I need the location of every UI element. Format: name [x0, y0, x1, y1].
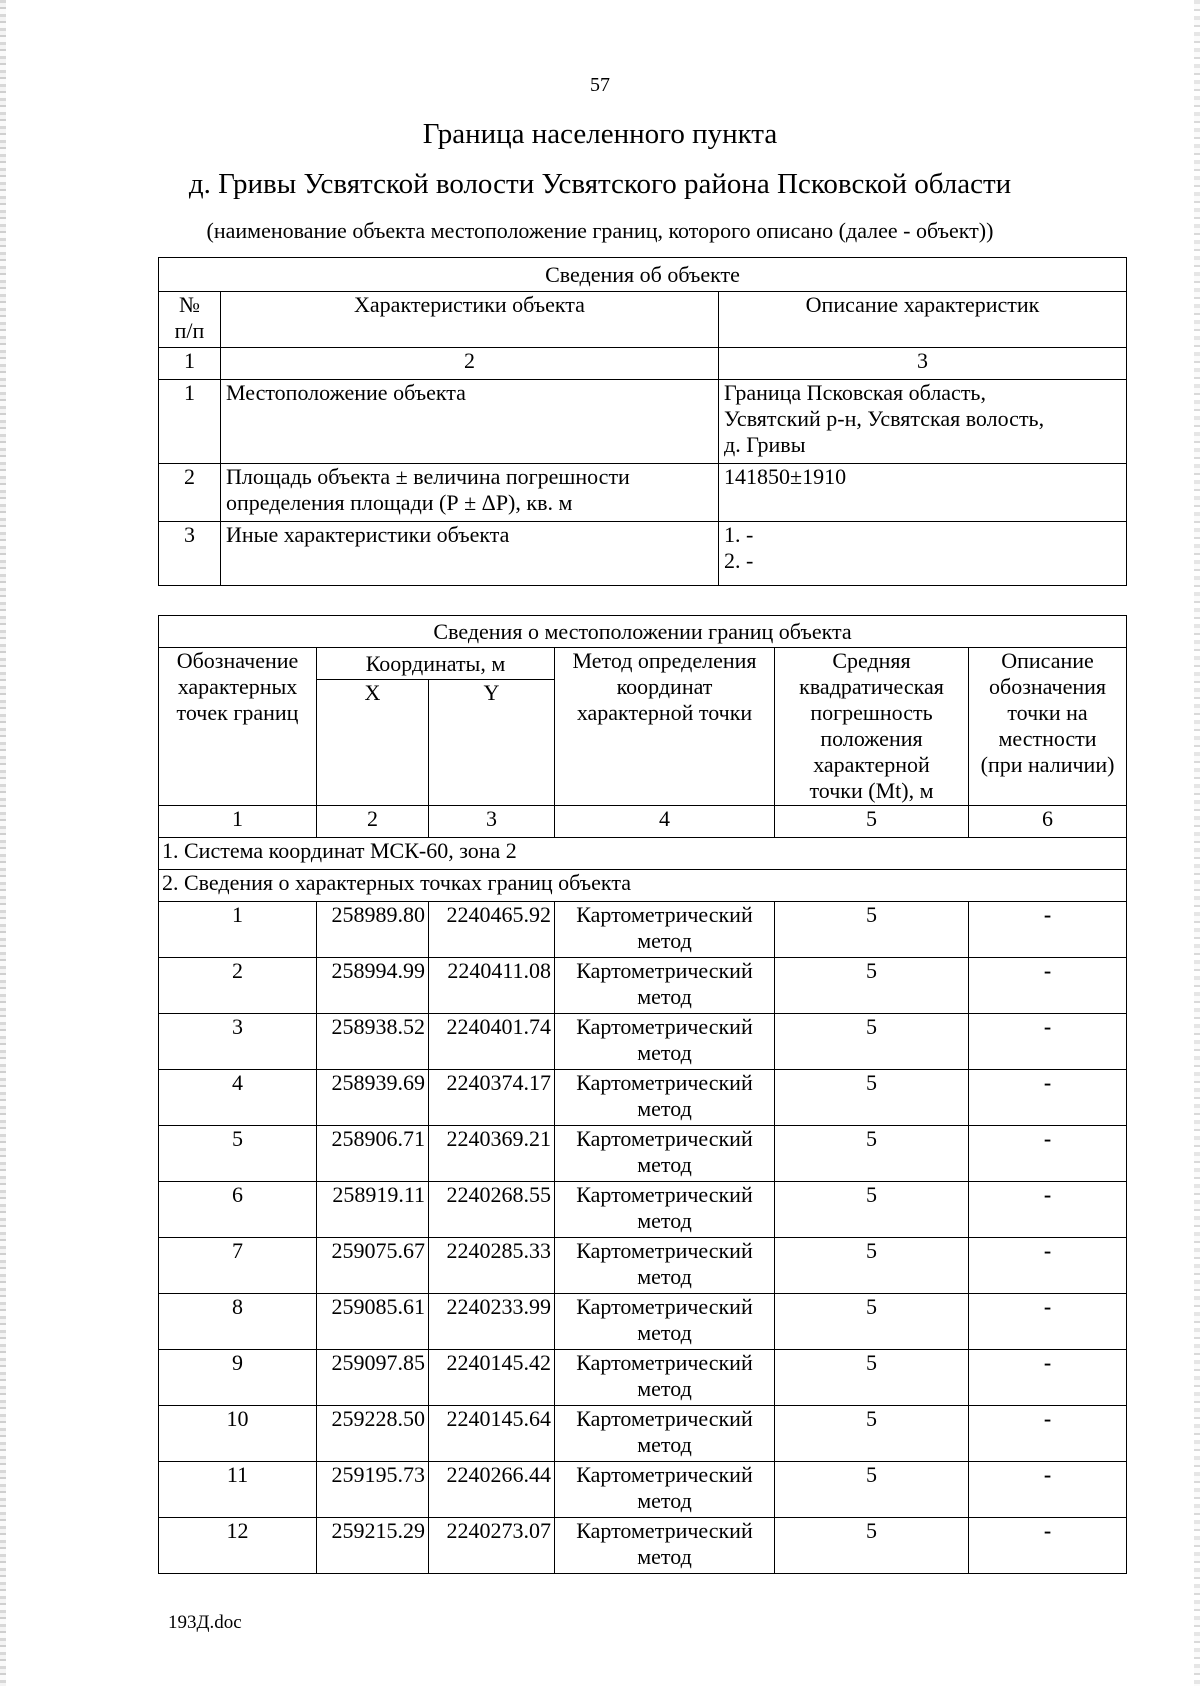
table-row [159, 1518, 1127, 1574]
point-x: 258938.52 [317, 1014, 429, 1070]
header-method [555, 648, 775, 806]
method-line: метод [637, 1208, 692, 1233]
row-characteristic [221, 464, 719, 522]
row-characteristic: Иные характеристики объекта [221, 522, 719, 586]
method-line: Картометрический [576, 1238, 753, 1263]
point-y: 2240401.74 [429, 1014, 555, 1070]
point-desc: - [969, 1238, 1127, 1294]
point-y: 2240233.99 [429, 1294, 555, 1350]
method-line: метод [637, 1488, 692, 1513]
point-mt: 5 [775, 1518, 969, 1574]
method-line: Картометрический [576, 1406, 753, 1431]
point-desc: - [969, 1182, 1127, 1238]
point-mt: 5 [775, 1126, 969, 1182]
header-error [775, 648, 969, 806]
method-line: Картометрический [576, 902, 753, 927]
description-line: 2. - [724, 548, 754, 573]
point-x: 258939.69 [317, 1070, 429, 1126]
method-line: Картометрический [576, 1182, 753, 1207]
header-line: обозначения [989, 674, 1107, 699]
method-line: метод [637, 1544, 692, 1569]
point-x: 259195.73 [317, 1462, 429, 1518]
col-number: 5 [775, 806, 969, 838]
points-body [159, 902, 1127, 1574]
point-id: 3 [159, 1014, 317, 1070]
header-line: местности [998, 726, 1097, 751]
table-row [159, 1462, 1127, 1518]
header-designation [159, 648, 317, 806]
method-line: Картометрический [576, 1294, 753, 1319]
method-line: метод [637, 1432, 692, 1457]
method-line: метод [637, 928, 692, 953]
point-mt: 5 [775, 902, 969, 958]
description-line: Граница Псковская область, [724, 380, 986, 405]
point-mt: 5 [775, 1406, 969, 1462]
point-desc: - [969, 902, 1127, 958]
point-x: 259097.85 [317, 1350, 429, 1406]
col-number: 1 [159, 348, 221, 380]
point-mt: 5 [775, 1462, 969, 1518]
point-x: 259075.67 [317, 1238, 429, 1294]
header-characteristics: Характеристики объекта [221, 292, 719, 348]
point-desc: - [969, 1462, 1127, 1518]
point-x: 259215.29 [317, 1518, 429, 1574]
point-y: 2240411.08 [429, 958, 555, 1014]
table-row [159, 1014, 1127, 1070]
header-line: характерной точки [576, 700, 753, 725]
col-number: 2 [221, 348, 719, 380]
characteristic-line: Площадь объекта ± величина погрешности [226, 464, 630, 489]
header-line: (при наличии) [980, 752, 1115, 777]
point-method [555, 1518, 775, 1574]
point-id: 7 [159, 1238, 317, 1294]
point-method [555, 1126, 775, 1182]
header-line: квадратическая [799, 674, 944, 699]
point-x: 258989.80 [317, 902, 429, 958]
header-line: точки (Mt), м [809, 778, 934, 803]
point-id: 12 [159, 1518, 317, 1574]
header-line: погрешность [810, 700, 933, 725]
method-line: Картометрический [576, 1070, 753, 1095]
row-description: 141850±1910 [719, 464, 1127, 522]
row-num: 2 [159, 464, 221, 522]
point-y: 2240465.92 [429, 902, 555, 958]
point-id: 11 [159, 1462, 317, 1518]
method-line: метод [637, 984, 692, 1009]
point-mt: 5 [775, 1294, 969, 1350]
point-id: 8 [159, 1294, 317, 1350]
header-line: Описание [1001, 648, 1094, 673]
point-x: 259085.61 [317, 1294, 429, 1350]
point-mt: 5 [775, 1350, 969, 1406]
header-line: Средняя [832, 648, 911, 673]
point-x: 258906.71 [317, 1126, 429, 1182]
header-x: X [317, 680, 429, 806]
header-y: Y [429, 680, 555, 806]
description-line: 1. - [724, 522, 754, 547]
header-num [159, 292, 221, 348]
document-title: Граница населенного пункта [422, 118, 778, 150]
point-id: 2 [159, 958, 317, 1014]
point-method [555, 958, 775, 1014]
header-num-line1: № [179, 292, 200, 317]
method-line: метод [637, 1376, 692, 1401]
point-method [555, 1350, 775, 1406]
point-id: 5 [159, 1126, 317, 1182]
point-y: 2240266.44 [429, 1462, 555, 1518]
point-x: 258919.11 [317, 1182, 429, 1238]
description-line: д. Гривы [724, 432, 806, 457]
header-line: характерной [813, 752, 930, 777]
point-y: 2240285.33 [429, 1238, 555, 1294]
table-row [159, 958, 1127, 1014]
col-number: 2 [317, 806, 429, 838]
point-mt: 5 [775, 1070, 969, 1126]
method-line: метод [637, 1040, 692, 1065]
point-y: 2240145.64 [429, 1406, 555, 1462]
table-row [159, 902, 1127, 958]
method-line: Картометрический [576, 1518, 753, 1543]
point-mt: 5 [775, 1014, 969, 1070]
point-mt: 5 [775, 1182, 969, 1238]
document-object-name: д. Гривы Усвятской волости Усвятского района Псковской области [188, 168, 1012, 200]
row-characteristic: Местоположение объекта [221, 380, 719, 464]
method-line: Картометрический [576, 1350, 753, 1375]
footer-filename: 193Д.doc [168, 1612, 242, 1633]
point-y: 2240374.17 [429, 1070, 555, 1126]
scan-edge-left [0, 0, 6, 1686]
header-num-line2: п/п [174, 318, 205, 343]
method-line: метод [637, 1320, 692, 1345]
table-row [159, 1350, 1127, 1406]
point-desc: - [969, 1126, 1127, 1182]
table-row [159, 1406, 1127, 1462]
table-row [159, 1182, 1127, 1238]
method-line: метод [637, 1096, 692, 1121]
point-desc: - [969, 1294, 1127, 1350]
point-method [555, 1294, 775, 1350]
section-coordinate-system: 1. Система координат МСК-60, зона 2 [159, 838, 1127, 870]
col-number: 6 [969, 806, 1127, 838]
point-id: 4 [159, 1070, 317, 1126]
point-id: 6 [159, 1182, 317, 1238]
point-desc: - [969, 1014, 1127, 1070]
header-line: Метод определения [572, 648, 757, 673]
scan-edge-right [1194, 0, 1200, 1686]
point-method [555, 902, 775, 958]
point-desc: - [969, 1406, 1127, 1462]
row-num: 1 [159, 380, 221, 464]
point-mt: 5 [775, 1238, 969, 1294]
method-line: Картометрический [576, 958, 753, 983]
point-y: 2240268.55 [429, 1182, 555, 1238]
point-method [555, 1070, 775, 1126]
section-points: 2. Сведения о характерных точках границ объекта [159, 870, 1127, 902]
point-id: 1 [159, 902, 317, 958]
point-desc: - [969, 1070, 1127, 1126]
point-x: 259228.50 [317, 1406, 429, 1462]
header-description: Описание характеристик [719, 292, 1127, 348]
point-method [555, 1014, 775, 1070]
point-desc: - [969, 1518, 1127, 1574]
row-description [719, 522, 1127, 586]
header-line: точек границ [176, 700, 299, 725]
col-number: 3 [429, 806, 555, 838]
point-desc: - [969, 958, 1127, 1014]
page-number: 57 [590, 74, 610, 96]
header-line: положения [820, 726, 923, 751]
point-method [555, 1238, 775, 1294]
method-line: метод [637, 1152, 692, 1177]
point-y: 2240369.21 [429, 1126, 555, 1182]
header-line: Обозначение [176, 648, 299, 673]
row-num: 3 [159, 522, 221, 586]
header-line: характерных [177, 674, 298, 699]
table-row [159, 1126, 1127, 1182]
header-coordinates: Координаты, м [317, 648, 555, 680]
object-info-table [158, 257, 1127, 586]
boundary-points-table [158, 615, 1127, 1574]
point-id: 10 [159, 1406, 317, 1462]
point-desc: - [969, 1350, 1127, 1406]
method-line: Картометрический [576, 1462, 753, 1487]
method-line: Картометрический [576, 1126, 753, 1151]
table-row [159, 1070, 1127, 1126]
document-subtitle: (наименование объекта местоположение границ, которого описано (далее - объект)) [206, 218, 994, 243]
characteristic-line: определения площади (Р ± ΔР), кв. м [226, 490, 573, 515]
point-method [555, 1462, 775, 1518]
col-number: 1 [159, 806, 317, 838]
object-table-caption: Сведения об объекте [159, 258, 1127, 292]
point-y: 2240145.42 [429, 1350, 555, 1406]
col-number: 4 [555, 806, 775, 838]
point-id: 9 [159, 1350, 317, 1406]
description-line: Усвятский р-н, Усвятская волость, [724, 406, 1045, 431]
point-mt: 5 [775, 958, 969, 1014]
method-line: Картометрический [576, 1014, 753, 1039]
header-point-description [969, 648, 1127, 806]
method-line: метод [637, 1264, 692, 1289]
point-method [555, 1406, 775, 1462]
col-number: 3 [719, 348, 1127, 380]
row-description [719, 380, 1127, 464]
point-method [555, 1182, 775, 1238]
header-line: точки на [1007, 700, 1088, 725]
table-row [159, 1238, 1127, 1294]
point-x: 258994.99 [317, 958, 429, 1014]
table-row [159, 1294, 1127, 1350]
header-line: координат [616, 674, 713, 699]
boundary-table-caption: Сведения о местоположении границ объекта [159, 616, 1127, 648]
point-y: 2240273.07 [429, 1518, 555, 1574]
